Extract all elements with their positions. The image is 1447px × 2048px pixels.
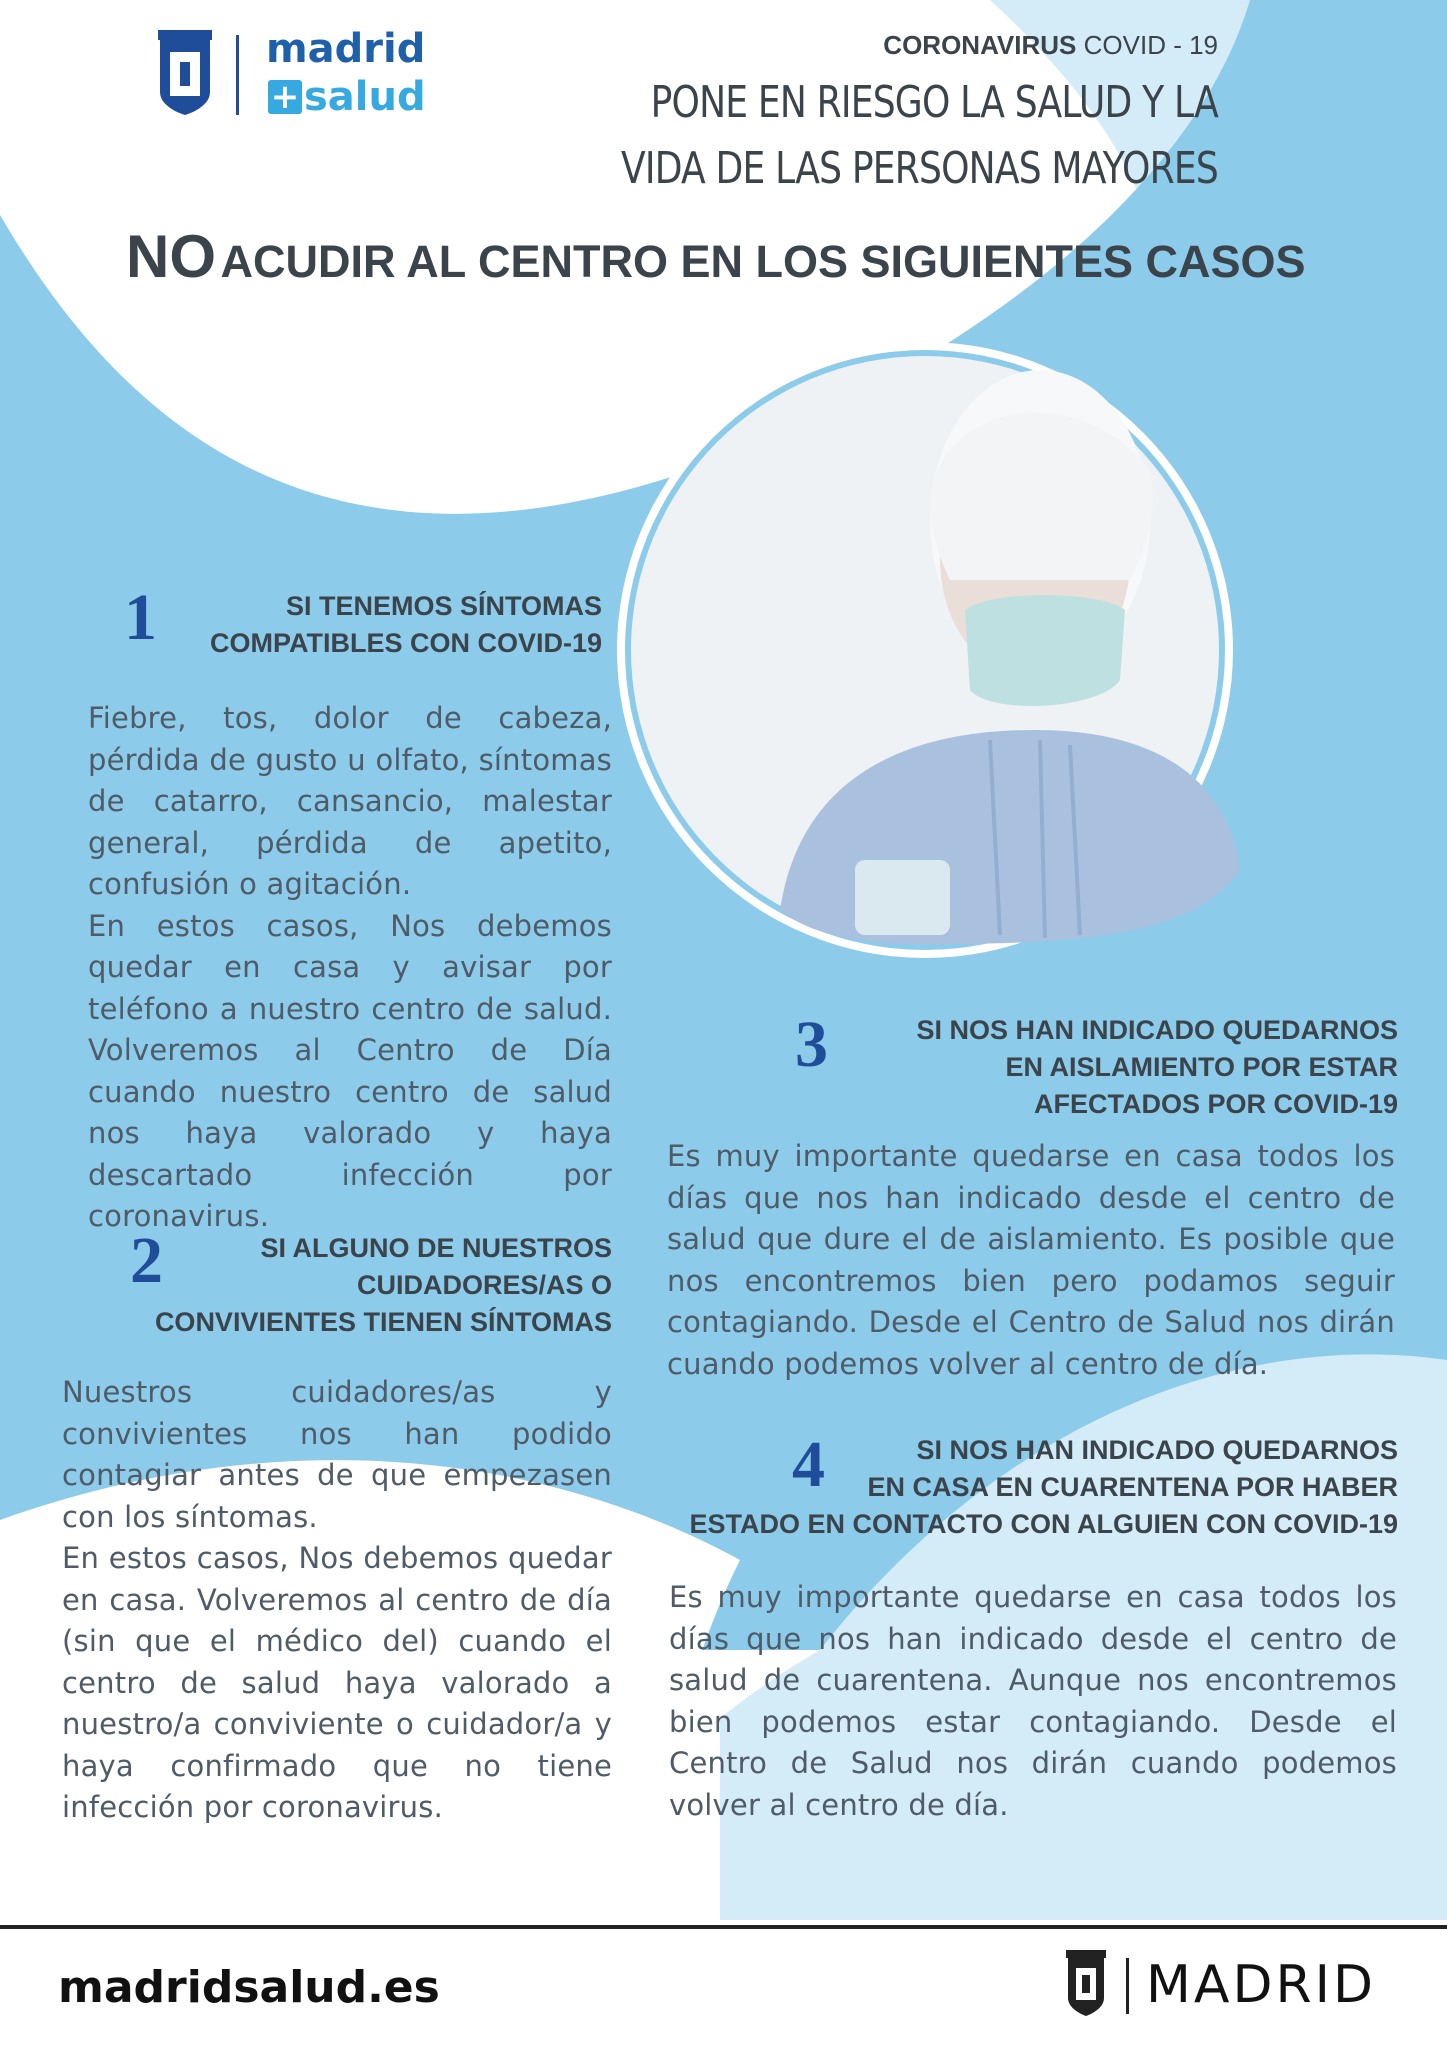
section-3-number: 3 <box>795 1008 828 1081</box>
section-3-paragraph: Es muy importante quedarse en casa todos los días que nos han indicado desde el centro de salud que dure el de aislamiento. Es posible que nos encontremos bien pero podamos seguir contagiando. Desde el Centro de Salud nos dirán cuando podemos volver al centro de día. <box>667 1139 1395 1381</box>
madrid-coat-of-arms-icon <box>158 30 212 115</box>
section-4-heading <box>640 1428 1398 1543</box>
footer-rule <box>0 1925 1447 1929</box>
section-2-heading <box>100 1224 612 1341</box>
section-4-number: 4 <box>792 1428 825 1501</box>
website-link[interactable]: madridsalud.es <box>58 1962 440 2013</box>
page-title-line-2: VIDA DE LAS PERSONAS MAYORES <box>621 143 1218 194</box>
section-3-heading-line: EN AISLAMIENTO POR ESTAR <box>1005 1052 1398 1082</box>
headline-rest: ACUDIR AL CENTRO EN LOS SIGUIENTES CASOS <box>220 236 1306 287</box>
page-title <box>621 70 1218 202</box>
section-1-heading-line: SI TENEMOS SÍNTOMAS <box>285 591 602 621</box>
section-3-heading-line: AFECTADOS POR COVID-19 <box>1033 1089 1398 1119</box>
section-1-body <box>88 698 612 1238</box>
section-2-heading-line: CUIDADORES/AS O <box>356 1270 612 1300</box>
section-1-heading <box>150 588 602 662</box>
brand-salud-label: salud <box>304 74 426 120</box>
logo-divider <box>236 35 239 115</box>
section-3-heading-line: SI NOS HAN INDICADO QUEDARNOS <box>916 1015 1398 1045</box>
coronavirus-tag <box>883 30 1218 61</box>
section-1-paragraph: Fiebre, tos, dolor de cabeza, pérdida de gusto u olfato, síntomas de catarro, cansancio, malestar general, pérdida de apetito, confusión o agitación. <box>88 701 612 901</box>
section-2-heading-line: CONVIVIENTES TIENEN SÍNTOMAS <box>154 1307 612 1337</box>
section-2-body <box>62 1372 612 1829</box>
section-1-heading-line: COMPATIBLES CON COVID-19 <box>209 628 602 658</box>
page-title-line-1: PONE EN RIESGO LA SALUD Y LA <box>650 77 1218 128</box>
tag-bold: CORONAVIRUS <box>883 30 1077 60</box>
section-3-body <box>667 1136 1395 1385</box>
headline-no: NO <box>126 223 216 290</box>
footer-coat-of-arms-icon <box>1066 1950 1106 2016</box>
section-4-heading-line: ESTADO EN CONTACTO CON ALGUIEN CON COVID-19 <box>689 1509 1398 1539</box>
section-4-paragraph: Es muy importante quedarse en casa todos los días que nos han indicado desde el centro de salud de cuarentena. Aunque nos encontremos bien podemos estar contagiando. Desde el Centro de Salud nos dirán cuando podemos volver al centro de día. <box>669 1580 1397 1822</box>
footer-brand: MADRID <box>1146 1955 1376 2015</box>
section-2-paragraph: Nuestros cuidadores/as y convivientes nos han podido contagiar antes de que empezasen con los síntomas. <box>62 1375 612 1534</box>
section-4-body <box>669 1577 1397 1826</box>
plus-cross-icon: + <box>268 80 302 114</box>
section-2-heading-line: SI ALGUNO DE NUESTROS <box>260 1233 612 1263</box>
tag-light: COVID - 19 <box>1083 30 1218 60</box>
brand-salud <box>268 74 426 120</box>
headline <box>126 222 1306 291</box>
section-3-heading <box>860 1012 1398 1123</box>
section-4-heading-line: SI NOS HAN INDICADO QUEDARNOS <box>916 1435 1398 1465</box>
section-1-number: 1 <box>124 581 157 654</box>
section-4-heading-line: EN CASA EN CUARENTENA POR HABER <box>867 1472 1398 1502</box>
section-2-paragraph: En estos casos, Nos debemos quedar en casa. Volveremos al centro de día (sin que el médico del) cuando el centro de salud haya valorado a nuestro/a conviviente o cuidador/a y haya confirmado que no tiene infección por coronavirus. <box>62 1541 612 1824</box>
footer-divider <box>1126 1958 1129 2014</box>
section-2-number: 2 <box>130 1224 163 1297</box>
brand-madrid: madrid <box>266 26 426 72</box>
section-1-paragraph: En estos casos, Nos debemos quedar en casa y avisar por teléfono a nuestro centro de salud. Volveremos al Centro de Día cuando nuestro centro de salud nos haya valorado y haya descartado infección por coronavirus. <box>88 908 612 1233</box>
